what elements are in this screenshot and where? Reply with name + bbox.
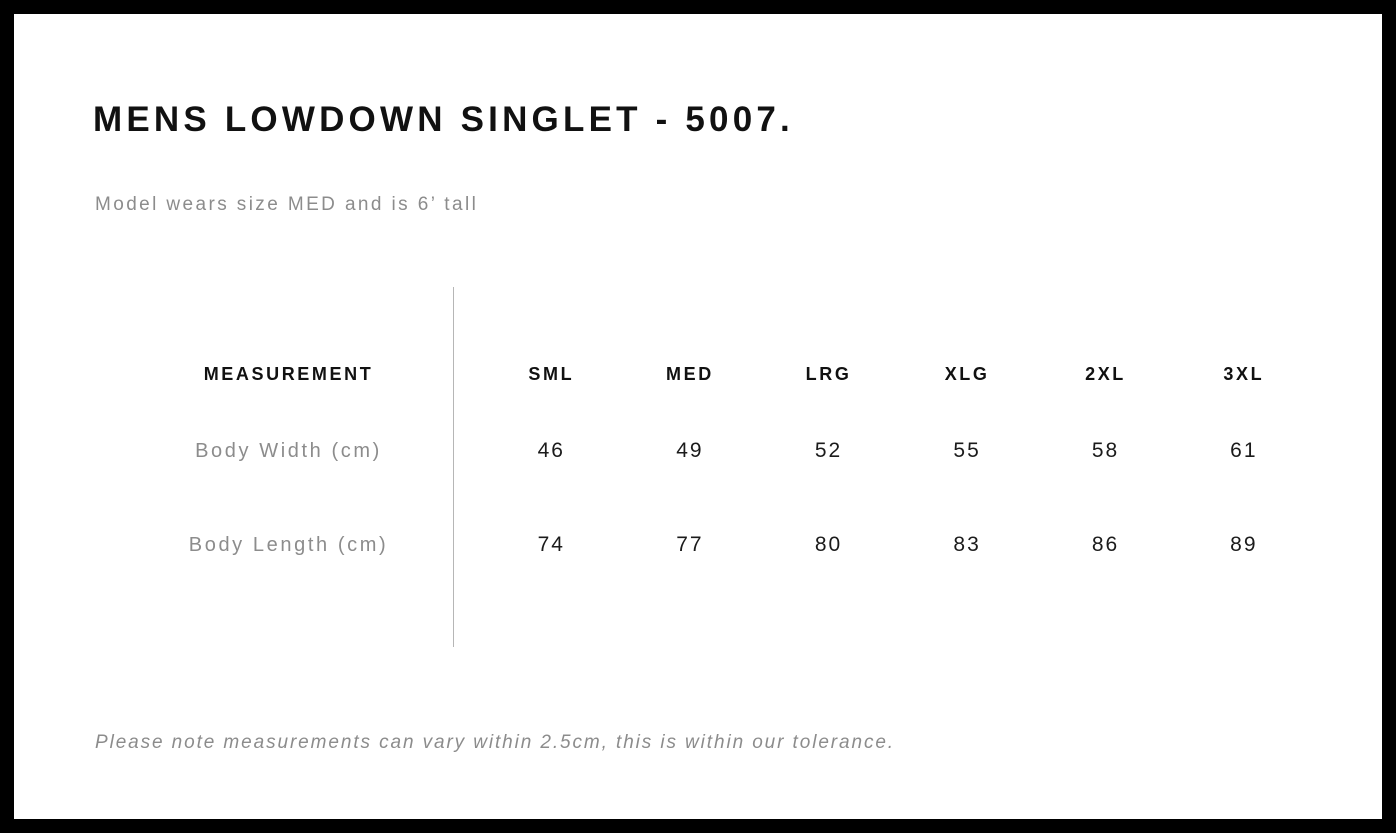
column-header-lrg: LRG [805, 363, 852, 384]
column-header-xlg: XLG [944, 363, 990, 384]
column-header-2xl: 2XL [1085, 363, 1126, 384]
row-label-body-width: Body Width (cm) [195, 439, 382, 462]
cell-body-length-3xl: 89 [1230, 533, 1258, 556]
cell-body-width-2xl: 58 [1091, 439, 1120, 462]
size-chart-page [14, 14, 1382, 819]
cell-body-length-med: 77 [676, 533, 704, 556]
model-info-text: Model wears size MED and is 6’ tall [95, 194, 479, 215]
column-header-med: MED [666, 363, 714, 384]
row-label-body-length: Body Length (cm) [188, 533, 389, 556]
cell-body-width-lrg: 52 [814, 439, 843, 462]
cell-body-width-xlg: 55 [953, 439, 981, 462]
cell-body-width-sml: 46 [537, 439, 565, 462]
size-chart-table [93, 344, 1313, 592]
cell-body-length-xlg: 83 [953, 533, 981, 556]
cell-body-length-sml: 74 [537, 533, 565, 556]
cell-body-width-3xl: 61 [1230, 439, 1258, 462]
tolerance-note: Please note measurements can vary within 2.5cm, this is within our tolerance. [95, 732, 895, 753]
table-row [93, 404, 1313, 498]
column-header-3xl: 3XL [1223, 363, 1265, 384]
table-header-row [93, 344, 1313, 404]
page-title: MENS LOWDOWN SINGLET - 5007. [93, 100, 794, 139]
page-content [93, 14, 1313, 819]
cell-body-width-med: 49 [676, 439, 704, 462]
column-header-measurement: MEASUREMENT [203, 363, 374, 384]
cell-body-length-2xl: 86 [1091, 533, 1120, 556]
cell-body-length-lrg: 80 [814, 533, 843, 556]
column-header-sml: SML [528, 363, 575, 384]
table-row [93, 498, 1313, 592]
